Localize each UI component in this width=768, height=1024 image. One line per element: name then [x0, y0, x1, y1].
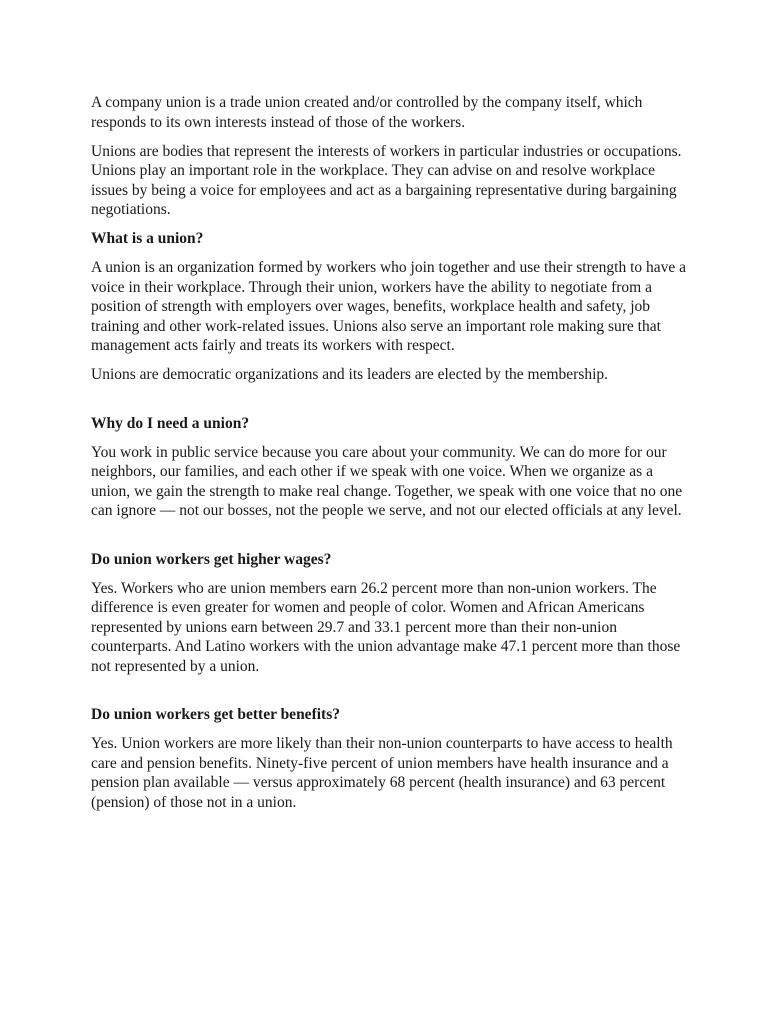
- section-paragraph: Yes. Workers who are union members earn 26.2 percent more than non-union workers. The difference is even greater for women and people of color. Women and African Americans represented by unions earn between 29.7 and 33.1 percent more than their non-union counterparts. And Latino workers with the union advantage make 47.1 percent more than those not represented by a union.: [91, 579, 681, 675]
- section-spacer: [91, 686, 691, 706]
- section-paragraph: Yes. Union workers are more likely than their non-union counterparts to have access to health care and pension benefits. Ninety-five percent of union members have health insurance and a pension plan available — versus approximately 68 percent (health insurance) and 63 percent (pension) of those not in a union.: [91, 735, 673, 811]
- section-spacer: [91, 530, 691, 550]
- section-paragraph: You work in public service because you care about your community. We can do more for our neighbors, our families, and each other if we speak with one voice. When we organize as a union, we gain the strength to make real change. Together, we speak with one voice that no one can ignore — not our bosses, not the people we serve, and not our elected officials at any level.: [91, 443, 683, 519]
- section-heading-better-benefits: Do union workers get better benefits?: [91, 706, 340, 723]
- section-paragraph: A union is an organization formed by workers who join together and use their strength to have a voice in their workplace. Through their union, workers have the ability to negotiate from a position of strength with employers over wages, benefits, workplace health and safety, job training and other work-related issues. Unions also serve an important role making sure that management acts fairly and treats its workers with respect.: [91, 259, 687, 354]
- intro-paragraph-2: Unions are bodies that represent the interests of workers in particular industries or occupations. Unions play an important role in the workplace. They can advise on and resolve workplace issues by being a voice for employees and act as a bargaining representative during bargaining negotiations.: [91, 142, 682, 218]
- section-paragraph: Unions are democratic organizations and its leaders are elected by the membership.: [91, 366, 609, 383]
- document-body: [91, 93, 691, 822]
- section-spacer: [91, 394, 691, 414]
- section-heading-what-is-a-union: What is a union?: [91, 230, 204, 247]
- section-heading-higher-wages: Do union workers get higher wages?: [91, 550, 332, 568]
- intro-paragraph-1: A company union is a trade union created and/or controlled by the company itself, which responds to its own interests instead of those of the workers.: [91, 94, 643, 131]
- section-heading-why-need-union: Why do I need a union?: [91, 414, 250, 432]
